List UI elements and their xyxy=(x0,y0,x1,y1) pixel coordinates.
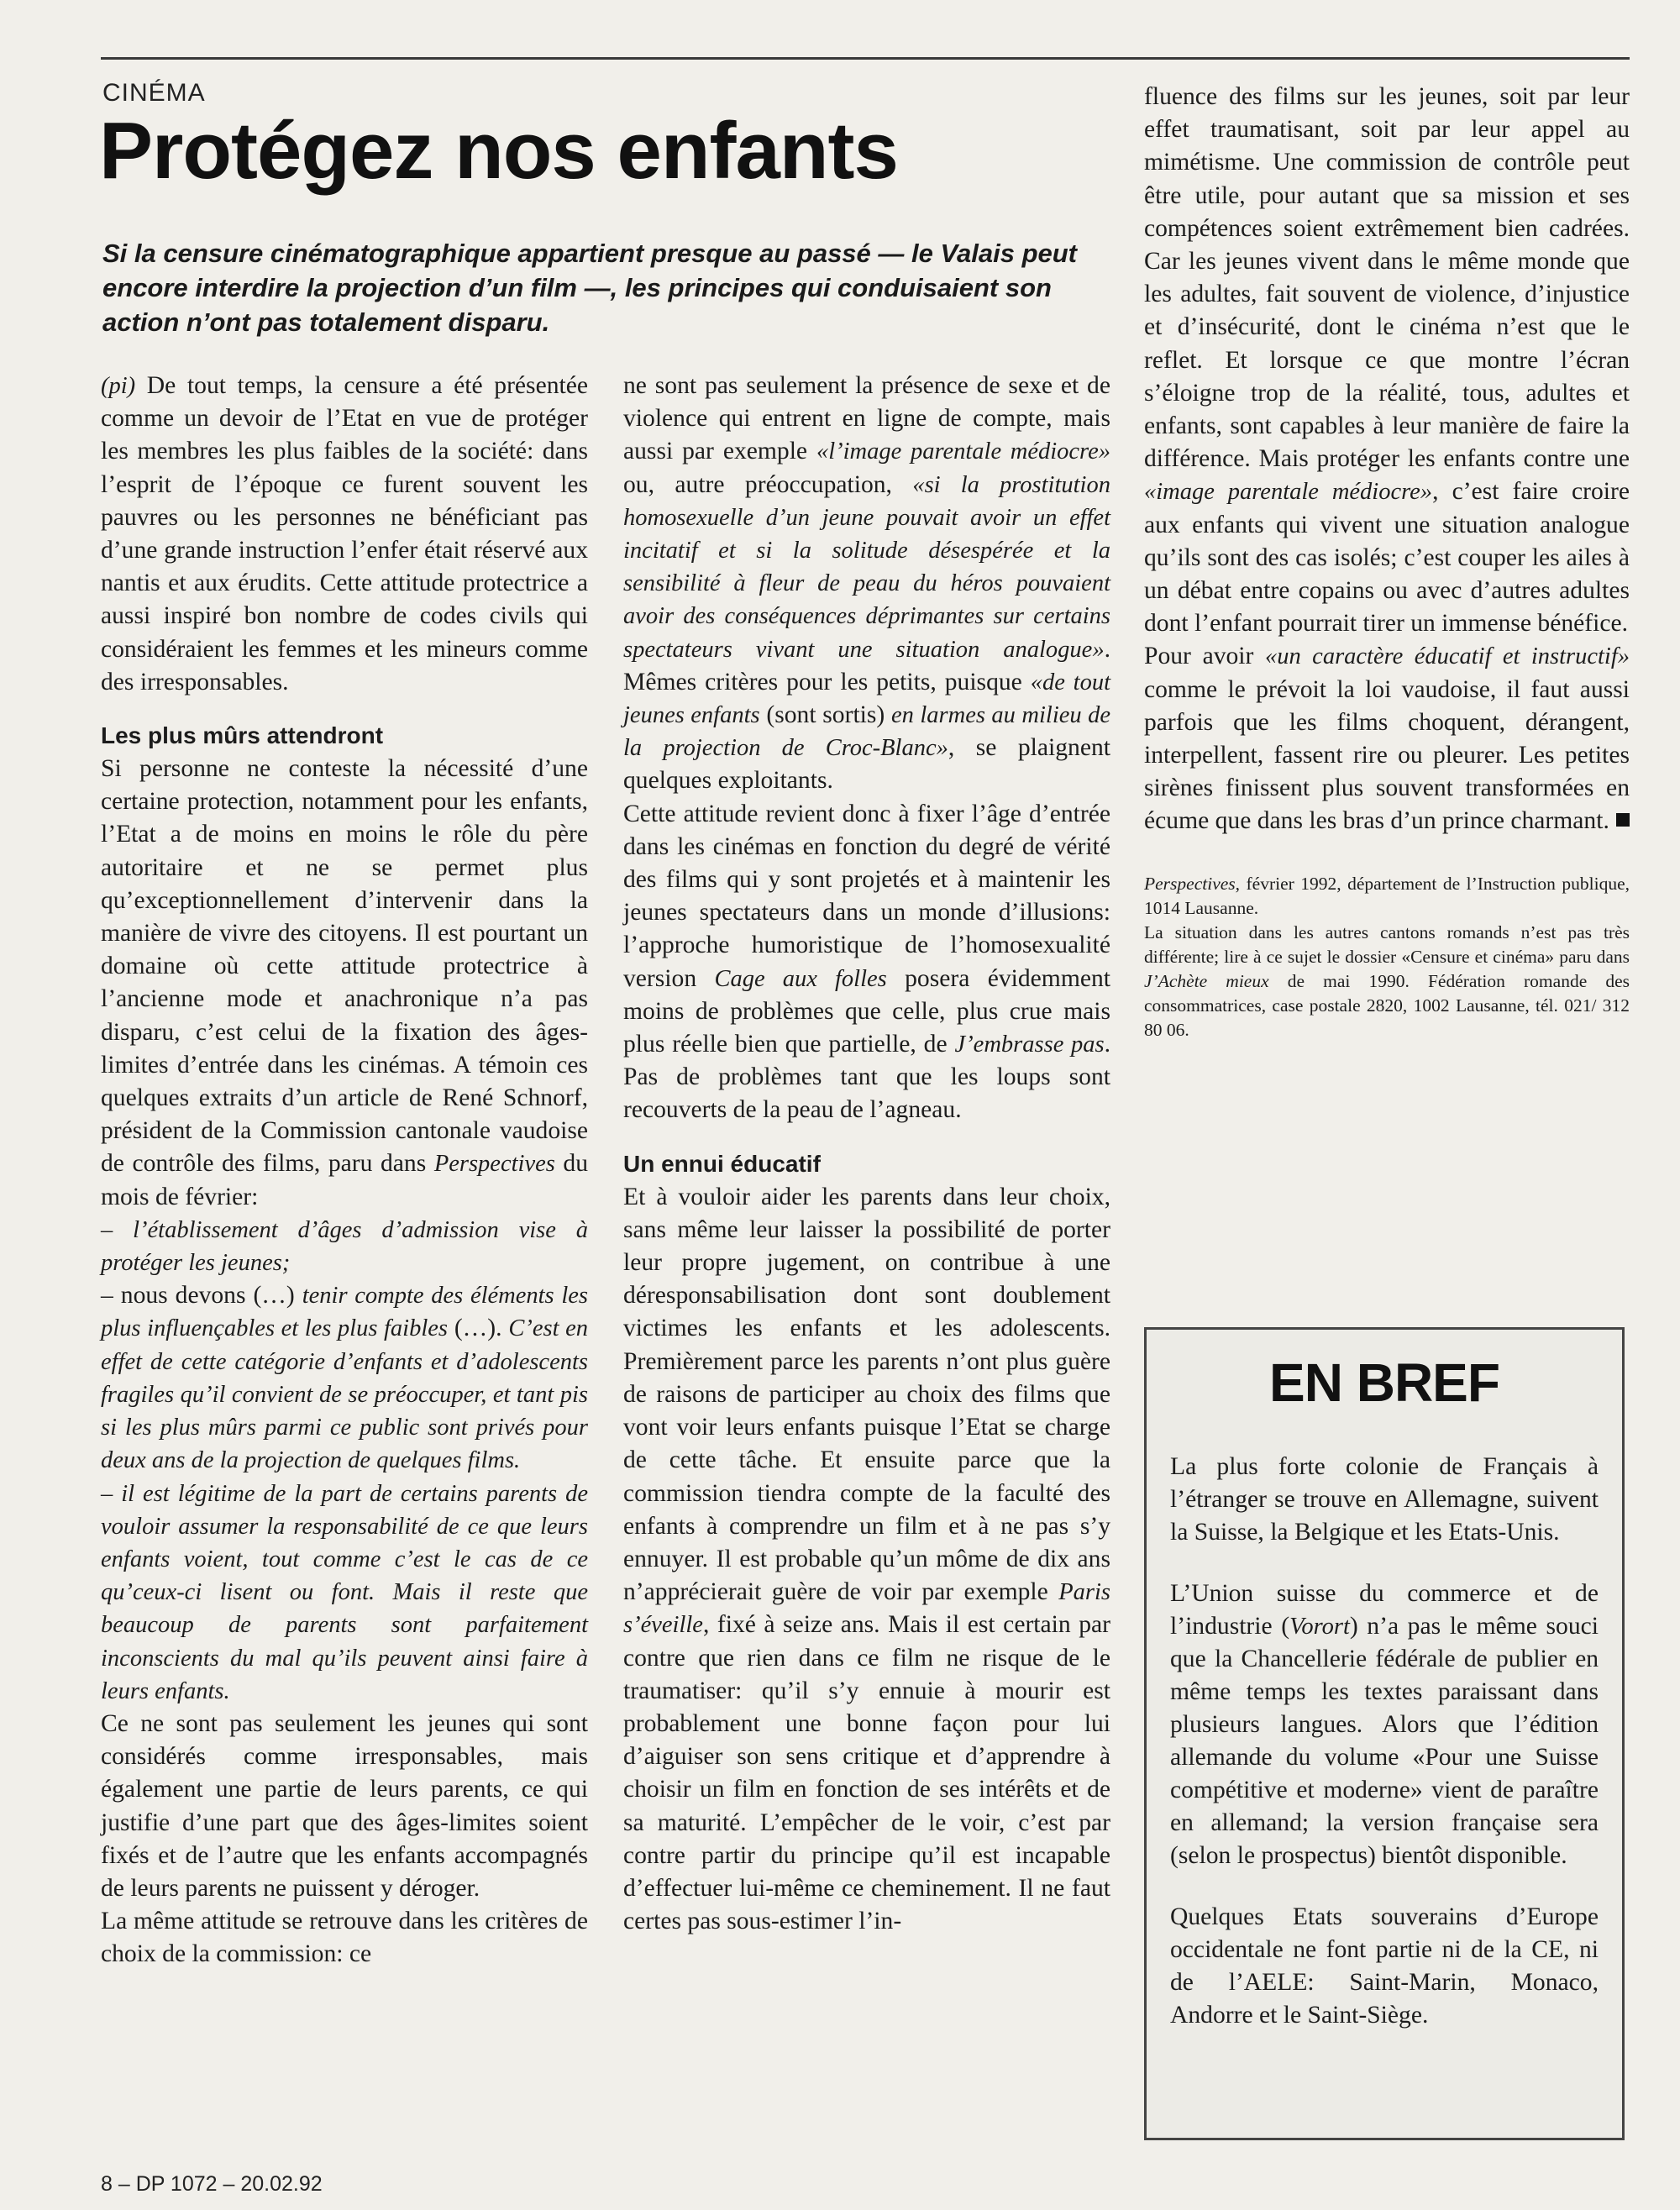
en-bref-title: EN BREF xyxy=(1269,1352,1499,1413)
article-column-2 xyxy=(623,370,1110,1938)
paragraph: (pi) De tout temps, la censure a été présentée comme un devoir de l’Etat en vue de protéger les membres les plus faibles de la société: dans l’esprit de l’époque ce furent souvent les pauvres ou les personnes ne bénéficiant pas d’une grande instruction l’enfer était réservé aux nantis et aux érudits. Cette attitude protectrice a aussi inspiré bon nombre de codes civils qui considéraient les femmes et les mineurs comme des irresponsables. xyxy=(101,372,588,696)
paragraph: La même attitude se retrouve dans les critères de choix de la commission: ce xyxy=(101,1908,588,1968)
en-bref-box xyxy=(1144,1327,1625,2140)
lede: Si la censure cinématographique appartient presque au passé — le Valais peut encore interdire la projection d’un film —, les principes qui conduisaient son action n’ont pas totalement disparu. xyxy=(102,239,1078,337)
paragraph: Ce ne sont pas seulement les jeunes qui sont considérés comme irresponsables, mais également une partie de leurs parents, ce qui justifie d’une part que des âges-limites soient fixés et de l’autre que les enfants accompagnés de leurs parents ne puissent y déroger. xyxy=(101,1709,588,1902)
paragraph: Si personne ne conteste la nécessité d’une certaine protection, notamment pour les enfants, l’Etat a de moins en moins le rôle du père autoritaire et ne se permet plus qu’exceptionnellement d’intervenir dans la manière de vivre des citoyens. Il est pourtant un domaine où cette attitude protectrice à l’ancienne mode et anachronique n’a pas disparu, c’est celui de la fixation des âges-limites d’entrée dans les cinémas. A témoin ces quelques extraits d’un article de René Schnorf, président de la Commission cantonale vaudoise de contrôle des films, paru dans Perspectives du mois de février: xyxy=(101,755,589,1210)
brief-item: La plus forte colonie de Français à l’étranger se trouve en Allemagne, suivent la Suisse, la Belgique et les Etats-Unis. xyxy=(1170,1453,1599,1546)
quote-item: – il est légitime de la part de certains parents de vouloir assumer la responsabilité de ce que leurs enfants voient, tout comme c’est le cas de ce qu’ceux-ci lisent ou font. Mais il reste que beaucoup de parents sont parfaitement inconscients du mal qu’ils peuvent ainsi faire à leurs enfants. xyxy=(101,1480,588,1704)
brief-item: Quelques Etats souverains d’Europe occidentale ne font partie ni de la CE, ni de l’AELE: Saint-Marin, Monaco, Andorre et le Saint-Siège. xyxy=(1170,1903,1599,2029)
paragraph: Et à vouloir aider les parents dans leur choix, sans même leur laisser la possibilité de porter leur propre jugement, on contribue à une déresponsabilisation dont sont doublement victimes les enfants et les adolescents. Premièrement parce les parents n’ont plus guère de raisons de participer au choix des films que vont voir leurs enfants puisque l’Etat se charge de cette tâche. Et ensuite parce que la commission tiendra compte de la faculté des enfants à comprendre un film et à ne pas s’y ennuyer. Il est probable qu’un môme de dix ans n’apprécierait guère de voir par exemple Paris s’éveille, fixé à seize ans. Mais il est certain par contre que rien dans ce film ne risque de le traumatiser: qu’il s’y ennuie à mourir est probablement une bonne façon pour lui d’aiguiser son sens critique et d’apprendre à choisir un film en fonction de ses intérêts et de sa maturité. L’empêcher de le voir, c’est par contre partir du principe qu’il est incapable d’effectuer lui-même ce cheminement. Il ne faut certes pas sous-estimer l’in- xyxy=(623,1183,1110,1935)
top-rule xyxy=(101,57,1630,60)
quote-item: – nous devons (…) tenir compte des éléments les plus influençables et les plus faibles (…). C’est en effet de cette catégorie d’enfants et d’adolescents fragiles qu’il convient de se préoccuper, et tant pis si les plus mûrs parmi ce public sont privés pour deux ans de la projection de quelques films. xyxy=(101,1282,588,1474)
source-note: Perspectives, février 1992, département de l’Instruction publique, 1014 Lausanne. La situation dans les autres cantons romands n’est pas très différente; lire à ce sujet le dossier «Censure et cinéma» paru dans J’Achète mieux de mai 1990. Fédération romande des consommatrices, case postale 2820, 1002 Lausanne, tél. 021/ 312 80 06. xyxy=(1144,873,1630,1040)
article-column-3 xyxy=(1144,81,1630,1042)
section-kicker: CINÉMA xyxy=(102,79,206,107)
end-of-article-mark xyxy=(1616,813,1630,827)
subheading: Les plus mûrs attendront xyxy=(101,722,384,749)
subheading: Un ennui éducatif xyxy=(623,1150,821,1177)
paragraph: Cette attitude revient donc à fixer l’âge d’entrée dans les cinémas en fonction du degré de vérité des films qui y sont projetés et à maintenir les jeunes spectateurs dans un monde d’illusions: l’approche humoristique de l’homosexualité version Cage aux folles posera évidemment moins de problèmes que celle, plus crue mais plus réelle bien que partielle, de J’embrasse pas. Pas de problèmes tant que les loups sont recouverts de la peau de l’agneau. xyxy=(623,800,1110,1124)
paragraph: ne sont pas seulement la présence de sexe et de violence qui entrent en ligne de compte, mais aussi par exemple «l’image parentale médiocre» ou, autre préoccupation, «si la prostitution homosexuelle d’un jeune pouvait avoir un effet incitatif et si la solitude désespérée et la sensibilité à fleur de peau du héros pouvaient avoir des conséquences déprimantes sur certains spectateurs vivant une situation analogue». Mêmes critères pour les petits, puisque «de tout jeunes enfants (sont sortis) en larmes au milieu de la projection de Croc-Blanc», se plaignent quelques exploitants. xyxy=(623,372,1110,795)
paragraph: fluence des films sur les jeunes, soit par leur effet traumatisant, soit par leur appel au mimétisme. Une commission de contrôle peut être utile, pour autant que sa mission et ses compétences soient extrêmement bien cadrées. Car les jeunes vivent dans le même monde que les adultes, fait souvent de violence, d’injustice et d’insécurité, dont le cinéma n’est que le reflet. Et lorsque ce que montre l’écran s’éloigne trop de la réalité, tous, adultes et enfants, sont capables à leur manière de faire la différence. Mais protéger les enfants contre une «image parentale médiocre», c’est faire croire aux enfants qui vivent une situation analogue qu’ils sont des cas isolés; c’est couper les ailes à un débat entre copains ou avec d’autres adultes dont l’enfant pourrait tirer un immense bénéfice. xyxy=(1144,83,1630,638)
paragraph: Pour avoir «un caractère éducatif et instructif» comme le prévoit la loi vaudoise, il faut aussi parfois que les films choquent, dérangent, interpellent, fassent rire ou pleurer. Les petites sirènes finissent plus souvent transformées en écume que dans les bras d’un prince charmant. xyxy=(1144,643,1630,835)
quote-item: – l’établissement d’âges d’admission vise à protéger les jeunes; xyxy=(101,1216,588,1277)
headline: Protégez nos enfants xyxy=(99,106,898,196)
article-column-1 xyxy=(101,370,588,1971)
brief-item: L’Union suisse du commerce et de l’industrie (Vorort) n’a pas le même souci que la Chancellerie fédérale de publier en même temps les textes paraissant dans plusieurs langues. Alors que l’édition allemande du volume «Pour une Suisse compétitive et moderne» vient de paraître en allemand; la version française sera (selon le prospectus) bientôt disponible. xyxy=(1170,1580,1599,1869)
page-footer: 8 – DP 1072 – 20.02.92 xyxy=(101,2172,323,2196)
author-initials: (pi) xyxy=(101,373,136,399)
